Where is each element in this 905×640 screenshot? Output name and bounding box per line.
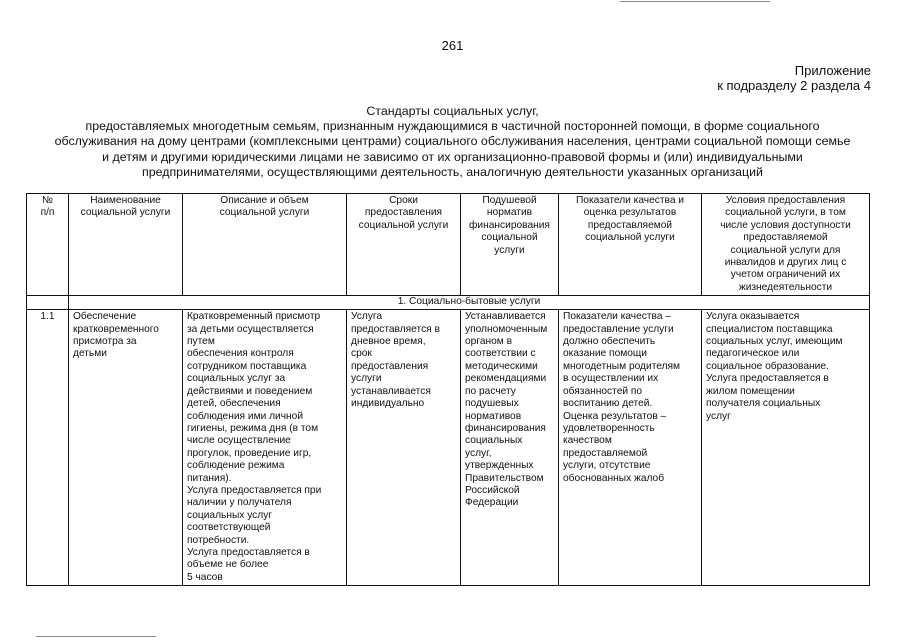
row-number: 1.1	[27, 310, 69, 586]
header-num: № п/п	[27, 194, 69, 296]
header-row	[27, 194, 870, 296]
document-title	[10, 104, 895, 180]
header-quality: Показатели качества и оценка результатов предоставляемой социальной услуги	[559, 194, 702, 296]
standards-table	[26, 193, 870, 586]
appendix-note	[717, 63, 871, 93]
scan-mark-bottom	[36, 636, 156, 637]
header-description: Описание и объем социальной услуги	[183, 194, 347, 296]
appendix-line: Приложение	[794, 63, 871, 78]
row-conditions: Услуга оказывается специалистом поставщика социальных услуг, имеющим педагогическое или социальное образование. Услуга предоставляется в жилом помещении получателя социальных услуг	[702, 310, 870, 586]
page-number: 261	[441, 38, 464, 53]
section-row	[27, 296, 870, 310]
section-spacer	[27, 296, 69, 310]
row-description: Кратковременный присмотр за детьми осуществляется путем обеспечения контроля сотрудником поставщика социальных услуг за действиями и поведением детей, обеспечения соблюдения ими личной гигиены, режима дня (в том числе осуществление прогулок, проведение игр, соблюдение режима питания). Услуга предоставляется при наличии у получателя социальных услуг соответствующей потребности. Услуга предоставляется в объеме не более 5 часов	[183, 310, 347, 586]
row-terms: Услуга предоставляется в дневное время, срок предоставления услуги устанавливается индивидуально	[347, 310, 461, 586]
header-terms: Сроки предоставления социальной услуги	[347, 194, 461, 296]
title-line: Стандарты социальных услуг,	[366, 104, 539, 118]
section-title: 1. Социально-бытовые услуги	[69, 296, 870, 310]
title-line: и детям и другими юридическими лицами не зависимо от их организационно-правовой формы и (или) индивидуальными	[102, 149, 803, 164]
row-quality: Показатели качества – предоставление услуги должно обеспечить оказание помощи многодетным родителям в осуществлении их обязанностей по воспитанию детей. Оценка результатов – удовлетворенность качеством предоставляемой услуги, отсутствие обоснованных жалоб	[559, 310, 702, 586]
title-line: предпринимателями, осуществляющими деятельность, аналогичную деятельности указанных организаций	[142, 164, 763, 179]
table-row	[27, 310, 870, 586]
row-service-name: Обеспечение кратковременного присмотра за детьми	[69, 310, 183, 586]
title-line: предоставляемых многодетным семьям, признанным нуждающимися в частичной посторонней помощи, в форме социального	[85, 119, 820, 134]
header-service-name: Наименование социальной услуги	[69, 194, 183, 296]
header-financing: Подушевой норматив финансирования социальной услуги	[461, 194, 559, 296]
title-line: обслуживания на дому центрами (комплексными центрами) социального обслуживания населения, центрами социальной помощи семье	[54, 134, 851, 149]
header-conditions: Условия предоставления социальной услуги, в том числе условия доступности предоставляемой социальной услуги для инвалидов и других лиц с учетом ограничений их жизнедеятельности	[702, 194, 870, 296]
scan-mark-top	[620, 1, 770, 2]
appendix-line: к подразделу 2 раздела 4	[717, 78, 871, 93]
row-financing: Устанавливается уполномоченным органом в соответствии с методическими рекомендациями по расчету подушевых нормативов финансирования социальных услуг, утвержденных Правительством Российской Федерации	[461, 310, 559, 586]
